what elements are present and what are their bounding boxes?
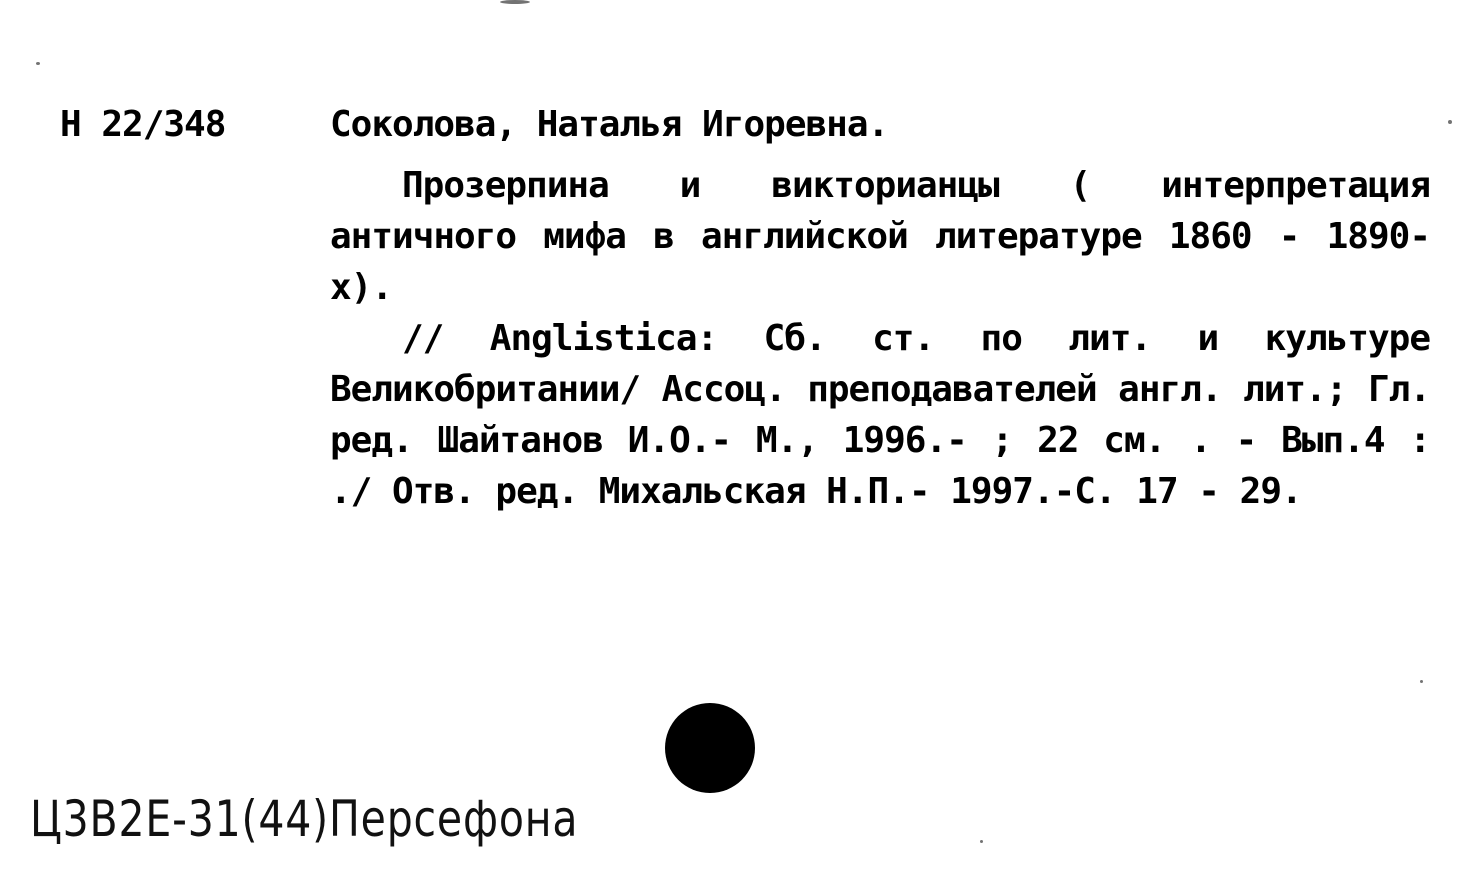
classification-note: Ц3В2Е-31(44)Персефона (30, 790, 579, 848)
source-paragraph: // Anglistica: Сб. ст. по лит. и культуре Великобритании/ Ассоц. преподавателей англ. лит.; Гл. ред. Шайтанов И.О.- М., 1996.- ; 22 см. . - Вып.4 : ./ Отв. ред. Михальская Н.П.- 1997.-С. 17 - 29. (330, 318, 1430, 512)
scan-speck (36, 62, 40, 65)
punch-hole (665, 703, 755, 793)
shelf-mark: Н 22/348 (60, 104, 226, 145)
scan-speck (500, 0, 530, 4)
scan-speck (1448, 120, 1452, 124)
scan-speck (980, 840, 983, 843)
card-body (330, 160, 1430, 517)
scan-speck (1420, 680, 1423, 683)
title-paragraph: Прозерпина и викторианцы ( интерпретация античного мифа в английской литературе 1860 - 1890-х). (330, 165, 1430, 308)
author-heading: Соколова, Наталья Игоревна. (330, 104, 889, 145)
